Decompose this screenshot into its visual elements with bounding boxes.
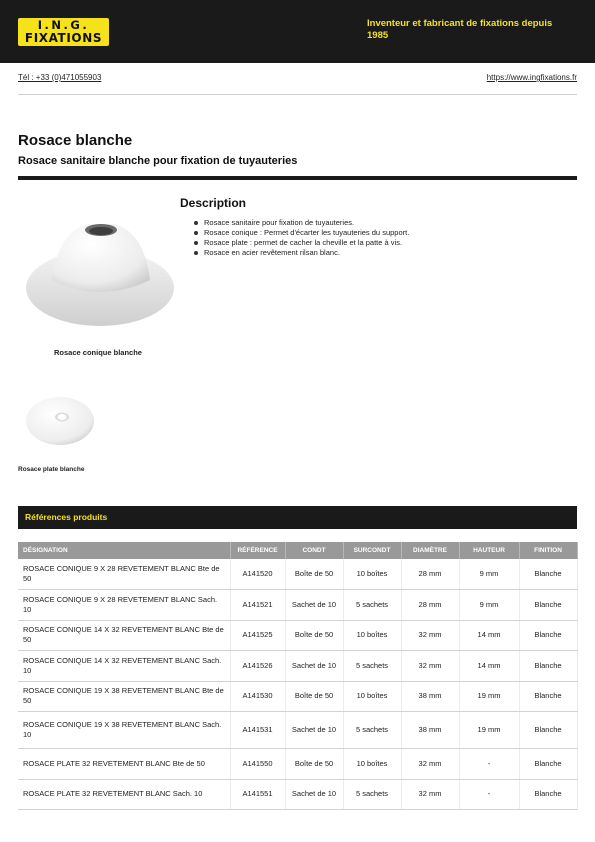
references-header-bar xyxy=(18,506,577,529)
column-header-surcondt: SURCONDT xyxy=(343,542,401,559)
cell-diametre: 32 mm xyxy=(401,749,459,780)
cell-diametre: 32 mm xyxy=(401,651,459,682)
cell-diametre: 38 mm xyxy=(401,712,459,749)
column-header-diametre: DIAMÈTRE xyxy=(401,542,459,559)
description-item: Rosace en acier revêtement rilsan blanc. xyxy=(180,248,575,258)
table-row xyxy=(18,779,577,810)
cell-condt: Sachet de 10 xyxy=(285,590,343,621)
cell-diametre: 28 mm xyxy=(401,590,459,621)
image-caption-conical: Rosace conique blanche xyxy=(54,348,142,357)
conical-rosette-image xyxy=(22,206,178,334)
description-item: Rosace plate : permet de cacher la cheville et la patte à vis. xyxy=(180,238,575,248)
cell-reference: A141520 xyxy=(230,559,285,590)
cell-finition: Blanche xyxy=(519,651,577,682)
cell-hauteur: 19 mm xyxy=(459,681,519,712)
cell-hauteur: - xyxy=(459,749,519,780)
table-row xyxy=(18,590,577,621)
cell-condt: Sachet de 10 xyxy=(285,651,343,682)
cell-surcondt: 5 sachets xyxy=(343,651,401,682)
cell-hauteur: - xyxy=(459,779,519,810)
table-row xyxy=(18,749,577,780)
table-row xyxy=(18,712,577,749)
column-header-reference: RÉFÉRENCE xyxy=(230,542,285,559)
column-header-hauteur: HAUTEUR xyxy=(459,542,519,559)
cell-surcondt: 5 sachets xyxy=(343,712,401,749)
cell-finition: Blanche xyxy=(519,712,577,749)
cell-diametre: 38 mm xyxy=(401,681,459,712)
cell-reference: A141530 xyxy=(230,681,285,712)
cell-finition: Blanche xyxy=(519,620,577,651)
cell-reference: A141550 xyxy=(230,749,285,780)
cell-surcondt: 10 boîtes xyxy=(343,620,401,651)
cell-reference: A141525 xyxy=(230,620,285,651)
cell-designation: ROSACE CONIQUE 9 X 28 REVETEMENT BLANC Bte de 50 xyxy=(18,559,230,590)
cell-surcondt: 5 sachets xyxy=(343,590,401,621)
cell-hauteur: 14 mm xyxy=(459,620,519,651)
description-list xyxy=(180,218,575,258)
cell-designation: ROSACE CONIQUE 14 X 32 REVETEMENT BLANC Bte de 50 xyxy=(18,620,230,651)
table-row xyxy=(18,620,577,651)
product-title: Rosace blanche xyxy=(18,132,133,149)
cell-reference: A141551 xyxy=(230,779,285,810)
cell-designation: ROSACE CONIQUE 14 X 32 REVETEMENT BLANC Sach. 10 xyxy=(18,651,230,682)
references-table xyxy=(18,542,578,810)
cell-diametre: 32 mm xyxy=(401,620,459,651)
references-heading: Références produits xyxy=(25,512,108,522)
cell-finition: Blanche xyxy=(519,590,577,621)
cell-finition: Blanche xyxy=(519,749,577,780)
cell-designation: ROSACE CONIQUE 19 X 38 REVETEMENT BLANC Sach. 10 xyxy=(18,712,230,749)
description-item: Rosace sanitaire pour fixation de tuyauteries. xyxy=(180,218,575,228)
cell-surcondt: 10 boîtes xyxy=(343,681,401,712)
cell-designation: ROSACE CONIQUE 19 X 38 REVETEMENT BLANC Bte de 50 xyxy=(18,681,230,712)
cell-surcondt: 10 boîtes xyxy=(343,749,401,780)
cell-finition: Blanche xyxy=(519,559,577,590)
cell-reference: A141531 xyxy=(230,712,285,749)
cell-finition: Blanche xyxy=(519,779,577,810)
cell-designation: ROSACE PLATE 32 REVETEMENT BLANC Bte de 50 xyxy=(18,749,230,780)
divider xyxy=(18,94,577,95)
phone-link[interactable]: Tél : +33 (0)471055903 xyxy=(18,73,102,82)
logo-line-2: FIXATIONS xyxy=(24,31,103,45)
cell-diametre: 28 mm xyxy=(401,559,459,590)
cell-reference: A141526 xyxy=(230,651,285,682)
table-row xyxy=(18,681,577,712)
cell-hauteur: 19 mm xyxy=(459,712,519,749)
description-heading: Description xyxy=(180,196,247,210)
cell-surcondt: 10 boîtes xyxy=(343,559,401,590)
cell-hauteur: 9 mm xyxy=(459,559,519,590)
table-row xyxy=(18,559,577,590)
title-divider xyxy=(18,176,577,180)
cell-reference: A141521 xyxy=(230,590,285,621)
cell-finition: Blanche xyxy=(519,681,577,712)
cell-hauteur: 14 mm xyxy=(459,651,519,682)
image-caption-flat: Rosace plate blanche xyxy=(18,466,85,473)
cell-condt: Boîte de 50 xyxy=(285,681,343,712)
logo-line-1: I.N.G. xyxy=(37,18,90,32)
website-link[interactable]: https://www.ingfixations.fr xyxy=(486,73,577,82)
column-header-designation: DÉSIGNATION xyxy=(18,542,230,559)
flat-rosette-image xyxy=(24,393,96,449)
cell-designation: ROSACE CONIQUE 9 X 28 REVETEMENT BLANC Sach. 10 xyxy=(18,590,230,621)
page-header xyxy=(0,0,595,63)
cell-hauteur: 9 mm xyxy=(459,590,519,621)
description-item: Rosace conique : Permet d'écarter les tuyauteries du support. xyxy=(180,228,575,238)
cell-designation: ROSACE PLATE 32 REVETEMENT BLANC Sach. 10 xyxy=(18,779,230,810)
company-tagline: Inventeur et fabricant de fixations depuis 1985 xyxy=(367,18,553,41)
column-header-finition: FINITION xyxy=(519,542,577,559)
company-logo[interactable] xyxy=(18,18,109,46)
cell-condt: Boîte de 50 xyxy=(285,559,343,590)
column-header-condt: CONDT xyxy=(285,542,343,559)
cell-condt: Boîte de 50 xyxy=(285,620,343,651)
cell-condt: Boîte de 50 xyxy=(285,749,343,780)
table-row xyxy=(18,651,577,682)
cell-condt: Sachet de 10 xyxy=(285,779,343,810)
cell-condt: Sachet de 10 xyxy=(285,712,343,749)
cell-diametre: 32 mm xyxy=(401,779,459,810)
table-header-row xyxy=(18,542,577,559)
product-subtitle: Rosace sanitaire blanche pour fixation de tuyauteries xyxy=(18,155,298,167)
cell-surcondt: 5 sachets xyxy=(343,779,401,810)
